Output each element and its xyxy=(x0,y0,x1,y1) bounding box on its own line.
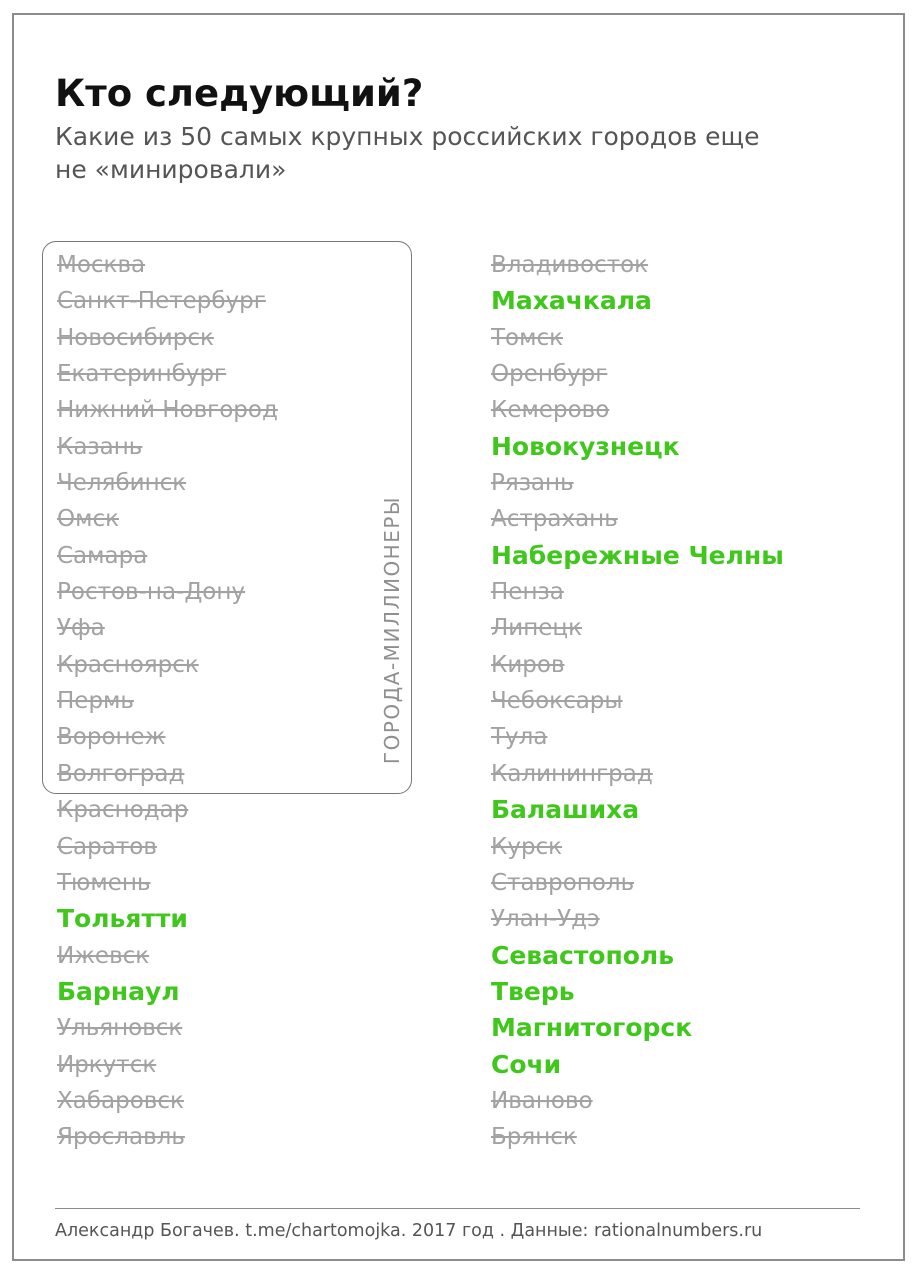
page-title: Кто следующий? xyxy=(55,72,424,115)
city-item: Брянск xyxy=(491,1124,577,1151)
city-item: Кемерово xyxy=(491,397,610,424)
city-item: Махачкала xyxy=(491,286,652,316)
footer-divider xyxy=(55,1208,860,1209)
city-item: Тверь xyxy=(491,976,575,1006)
city-item: Красноярск xyxy=(57,651,199,678)
city-item: Казань xyxy=(57,433,143,460)
city-item: Ростов-на-Дону xyxy=(57,579,246,606)
city-item: Астрахань xyxy=(491,506,618,533)
city-item: Тюмень xyxy=(57,869,151,896)
city-column-right xyxy=(491,247,784,1156)
city-item: Ярославль xyxy=(57,1124,185,1151)
city-item: Тольятти xyxy=(57,904,188,934)
city-item: Челябинск xyxy=(57,470,187,497)
city-item: Пенза xyxy=(491,579,564,606)
city-item: Москва xyxy=(57,252,146,278)
city-item: Севастополь xyxy=(491,940,675,970)
city-item: Липецк xyxy=(491,615,582,642)
footer-credit: Александр Богачев. t.me/chartomojka. 2017 год . Данные: rationalnumbers.ru xyxy=(55,1221,763,1241)
city-item: Пермь xyxy=(57,688,134,715)
page-subtitle: Какие из 50 самых крупных российских городов еще не «минировали» xyxy=(55,122,760,184)
city-item: Тула xyxy=(491,724,548,751)
city-item: Киров xyxy=(491,651,565,678)
city-item: Уфа xyxy=(57,615,105,642)
city-item: Ижевск xyxy=(57,942,150,969)
city-item: Волгоград xyxy=(57,760,185,787)
city-item: Магнитогорск xyxy=(491,1013,693,1043)
city-item: Хабаровск xyxy=(57,1087,184,1114)
city-item: Краснодар xyxy=(57,797,189,824)
city-item: Самара xyxy=(57,542,148,569)
city-item: Барнаул xyxy=(57,976,180,1006)
city-item: Иваново xyxy=(491,1087,593,1114)
city-item: Новосибирск xyxy=(57,324,214,351)
city-item: Новокузнецк xyxy=(491,431,680,461)
city-item: Екатеринбург xyxy=(57,361,227,388)
city-item: Улан-Удэ xyxy=(491,906,600,933)
city-item: Ульяновск xyxy=(57,1015,183,1042)
city-item: Ставрополь xyxy=(491,869,635,896)
city-item: Томск xyxy=(491,324,564,351)
city-item: Курск xyxy=(491,833,563,860)
millionaire-cities-label: ГОРОДА-МИЛЛИОНЕРЫ xyxy=(380,495,404,765)
city-item: Балашиха xyxy=(491,795,640,825)
city-item: Саратов xyxy=(57,833,157,860)
city-item: Санкт-Петербург xyxy=(57,288,266,315)
city-item: Владивосток xyxy=(491,252,649,278)
city-item: Оренбург xyxy=(491,361,608,388)
city-item: Чебоксары xyxy=(491,688,623,715)
city-item: Калининград xyxy=(491,760,653,787)
city-item: Рязань xyxy=(491,470,574,497)
city-item: Воронеж xyxy=(57,724,166,751)
city-item: Иркутск xyxy=(57,1051,157,1078)
city-item: Набережные Челны xyxy=(491,540,784,570)
city-column-left xyxy=(57,247,278,1156)
city-item: Омск xyxy=(57,506,119,533)
city-item: Сочи xyxy=(491,1049,562,1079)
city-item: Нижний Новгород xyxy=(57,397,278,424)
